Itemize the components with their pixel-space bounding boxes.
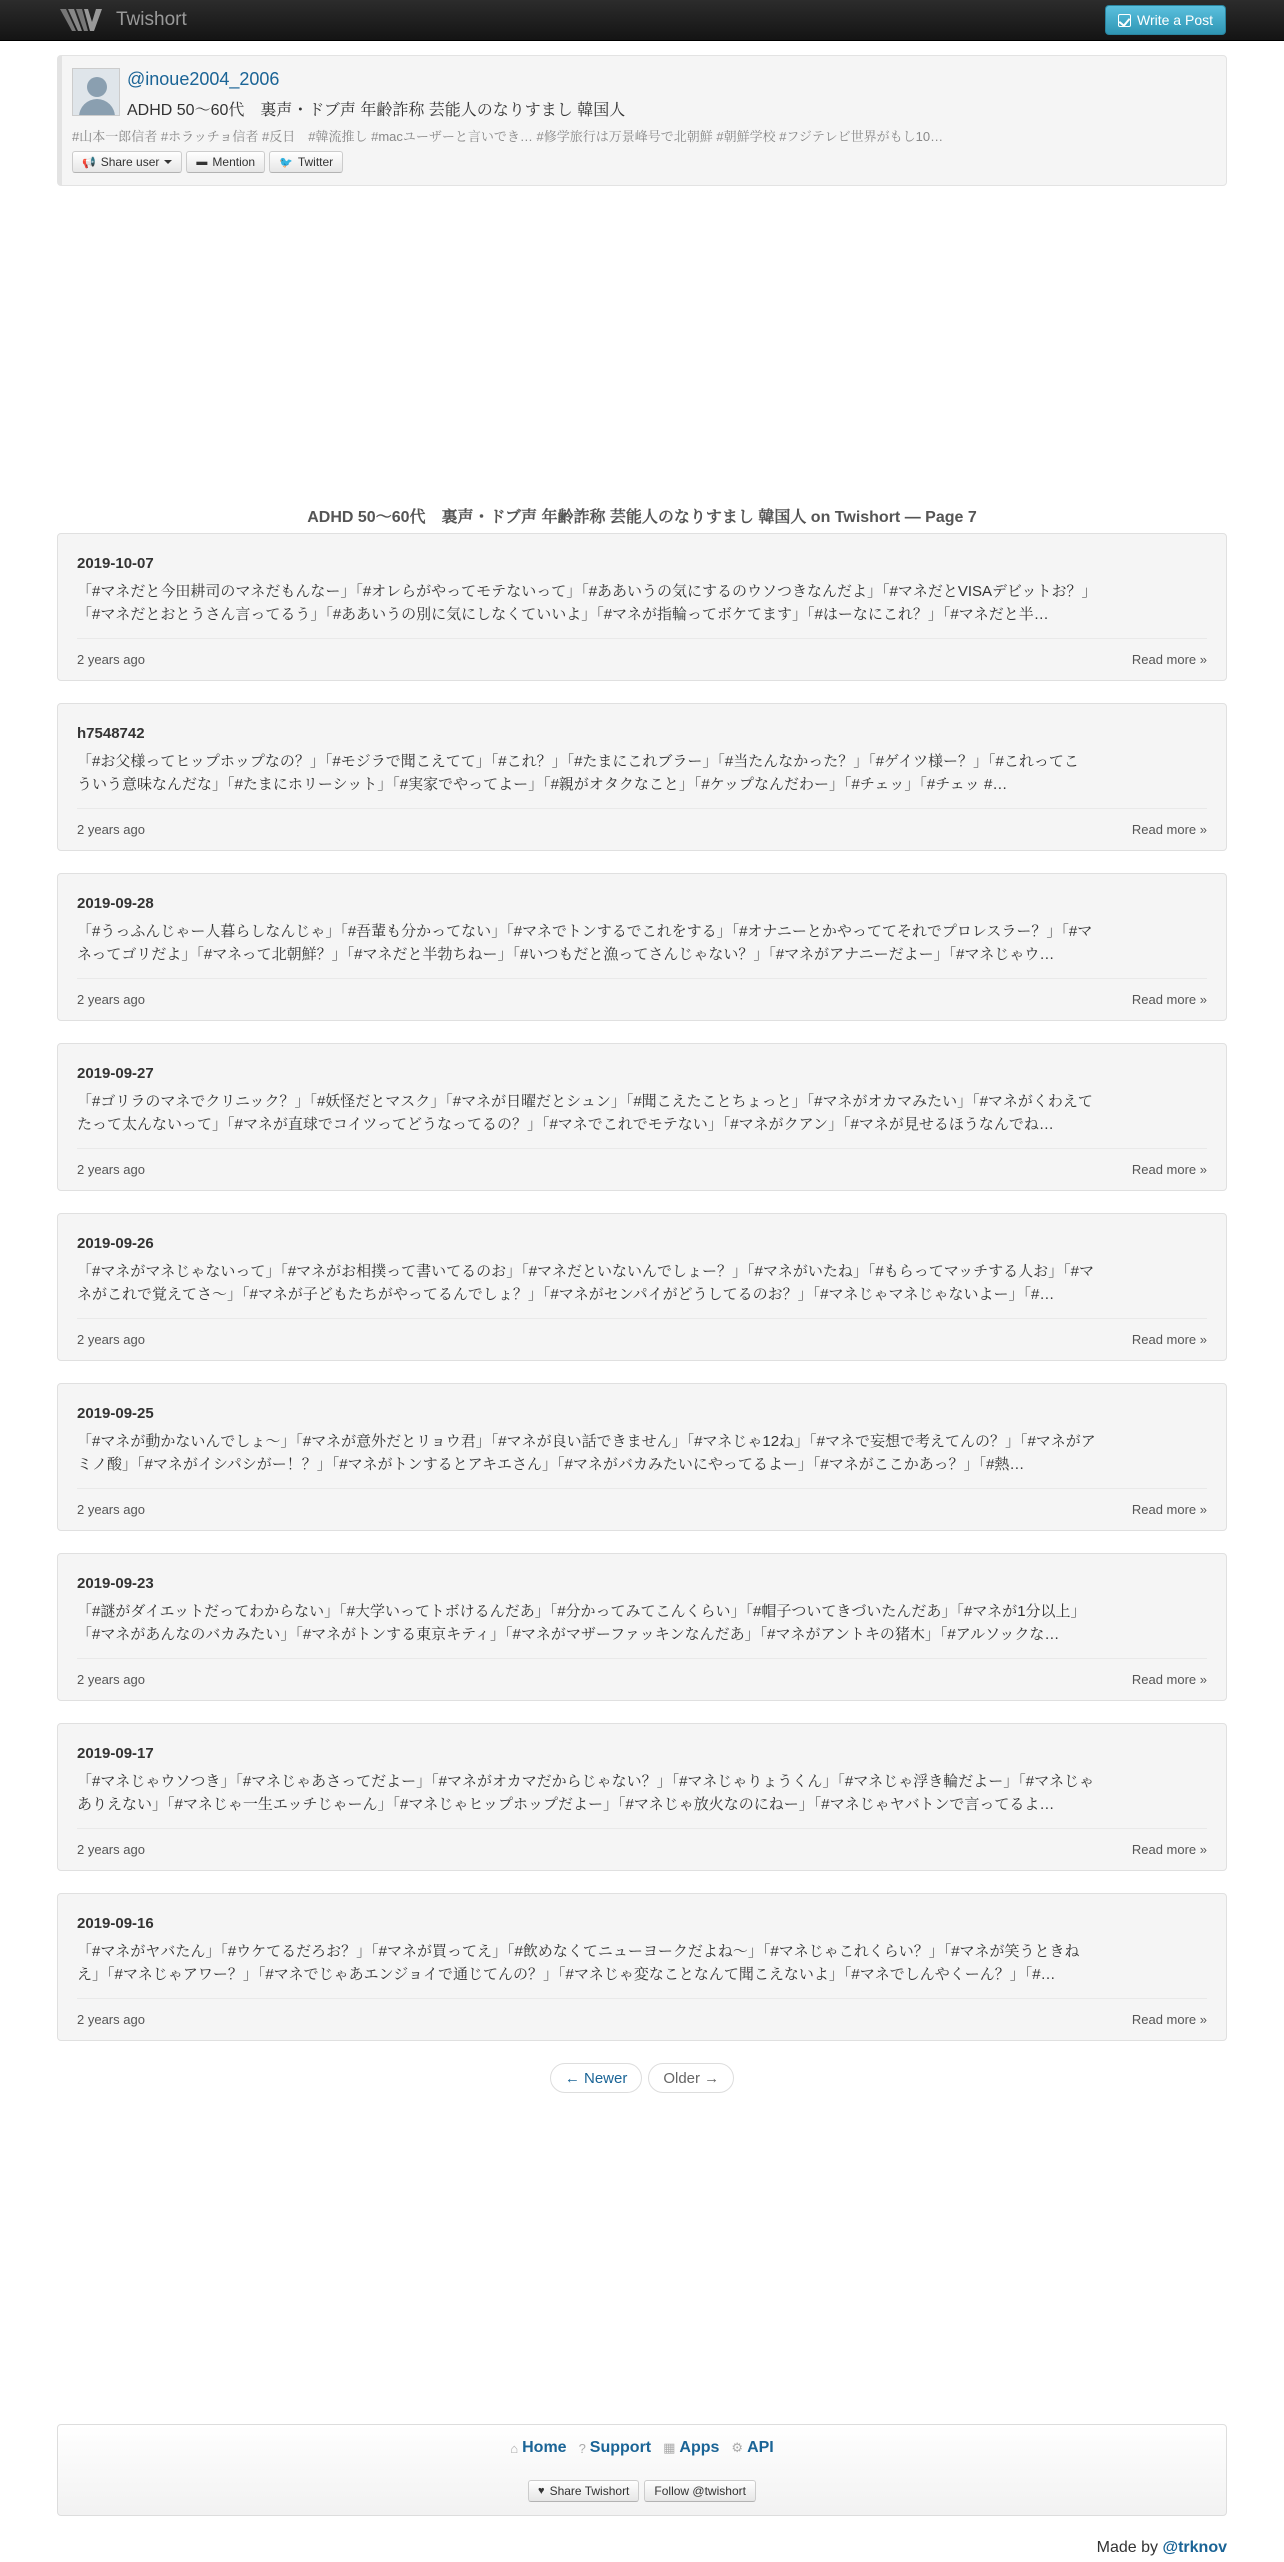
post-excerpt-line: 「#マネじゃウソつき」「#マネじゃあさってだよー」「#マネがオカマだからじゃない？」「#マネじゃりょうくん」「#マネじゃ浮き輪だよー」「#マネじゃ	[77, 1773, 1095, 1790]
post-card[interactable]	[57, 873, 1227, 1021]
footer-api-link[interactable]	[731, 2439, 773, 2457]
read-more-link[interactable]: Read more »	[1131, 652, 1207, 667]
footer-api-label: API	[747, 2439, 774, 2456]
twitter-button[interactable]	[269, 151, 343, 173]
read-more-link[interactable]: Read more »	[1131, 1672, 1207, 1687]
post-card[interactable]	[57, 1723, 1227, 1871]
cog-icon: ⚙	[731, 2440, 744, 2455]
post-excerpt	[77, 1090, 1209, 1136]
pagination	[0, 2063, 1284, 2093]
mention-label: Mention	[212, 155, 256, 169]
post-excerpt-line: 「#マネだとおとうさん言ってるう」「#ああいうの別に気にしなくていいよ」「#マネが指輪ってボケてます」「#はーなにこれ？」「#マネだと半…	[77, 606, 1049, 623]
post-excerpt	[77, 1770, 1209, 1816]
footer-home-label: Home	[522, 2439, 567, 2456]
post-title[interactable]: 2019-09-16	[77, 1915, 154, 1932]
avatar[interactable]	[72, 68, 120, 116]
post-excerpt-line: ネがこれで覚えてさ〜」「#マネが子どもたちがやってるんでしょ？」「#マネがセンパイがどうしてるのお？」「#マネじゃマネじゃないよー」「#…	[77, 1286, 1055, 1303]
user-handle	[127, 69, 279, 90]
post-divider	[77, 1658, 1207, 1659]
post-excerpt	[77, 1600, 1209, 1646]
post-divider	[77, 1488, 1207, 1489]
post-excerpt-line: 「#マネだと今田耕司のマネだもんなー」「#オレらがやってモテないって」「#ああいうの気にするのウソつきなんだよ」「#マネだとVISAデビットお？」	[77, 583, 1097, 600]
share-twishort-button[interactable]	[528, 2480, 639, 2502]
post-excerpt-line: 「#マネがヤバたん」「#ウケてるだろお？」「#マネが買ってえ」「#飲めなくてニューヨークだよね〜」「#マネじゃこれくらい？」「#マネが笑うときね	[77, 1943, 1080, 1960]
post-excerpt-line: ありえない」「#マネじゃ一生エッチじゃーん」「#マネじゃヒップホップだよー」「#マネじゃ放火なのにねー」「#マネじゃヤバトンで言ってるよ…	[77, 1796, 1055, 1813]
comment-icon: ▬	[196, 156, 208, 168]
brand-link[interactable]	[58, 6, 187, 34]
post-excerpt-line: 「#お父様ってヒップホップなの？」「#モジラで聞こえてて」「#これ？」「#たまにこれブラー」「#当たんなかった？」「#ゲイツ様ー？」「#これってこ	[77, 753, 1079, 770]
post-card[interactable]	[57, 1553, 1227, 1701]
post-excerpt-line: ネってゴリだよ」「#マネって北朝鮮？」「#マネだと半勃ちねー」「#いつもだと漁ってさんじゃない？」「#マネがアナニーだよー」「#マネじゃウ…	[77, 946, 1055, 963]
post-divider	[77, 1828, 1207, 1829]
user-bio: ADHD 50～60代 裏声・ドブ声 年齢詐称 芸能人のなりすまし 韓国人	[127, 102, 626, 119]
post-excerpt	[77, 920, 1209, 966]
top-navbar	[0, 0, 1284, 41]
post-excerpt-line: 「#うっふんじゃー人暮らしなんじゃ」「#吾輩も分かってない」「#マネでトンするでこれをする」「#オナニーとかやっててそれでプロレスラー？」「#マ	[77, 923, 1093, 940]
post-title[interactable]: h7548742	[77, 725, 145, 742]
read-more-link[interactable]: Read more »	[1131, 2012, 1207, 2027]
post-timestamp: 2 years ago	[77, 652, 145, 667]
twishort-logo-icon	[58, 6, 104, 34]
made-by-handle-link[interactable]: @trknov	[1162, 2539, 1227, 2556]
post-excerpt-line: 「#謎がダイエットだってわからない」「#大学いってトボけるんだあ」「#分かってみてこんくらい」「#帽子ついてきづいたんだあ」「#マネが1分以上」	[77, 1603, 1086, 1620]
post-timestamp: 2 years ago	[77, 1162, 145, 1177]
read-more-link[interactable]: Read more »	[1131, 992, 1207, 1007]
write-post-label: Write a Post	[1137, 12, 1213, 28]
post-timestamp: 2 years ago	[77, 1332, 145, 1347]
post-excerpt-line: ういう意味なんだな」「#たまにホリーシット」「#実家でやってよー」「#親がオタクなこと」「#ケップなんだわー」「#チェッ」「#チェッ #…	[77, 776, 1008, 793]
post-divider	[77, 1998, 1207, 1999]
post-timestamp: 2 years ago	[77, 992, 145, 1007]
read-more-link[interactable]: Read more »	[1131, 1162, 1207, 1177]
post-divider	[77, 1318, 1207, 1319]
made-by-credit	[1097, 2539, 1227, 2557]
post-excerpt-line: 「#ゴリラのマネでクリニック？」「#妖怪だとマスク」「#マネが日曜だとシュン」「#聞こえたことちょっと」「#マネがオカマみたい」「#マネがくわえて	[77, 1093, 1093, 1110]
post-timestamp: 2 years ago	[77, 1672, 145, 1687]
post-timestamp: 2 years ago	[77, 1502, 145, 1517]
post-title[interactable]: 2019-09-25	[77, 1405, 154, 1422]
edit-icon	[1118, 14, 1131, 27]
follow-twishort-label: Follow @twishort	[654, 2484, 746, 2498]
question-icon: ?	[578, 2440, 586, 2456]
follow-twishort-button[interactable]	[644, 2480, 756, 2502]
post-divider	[77, 808, 1207, 809]
write-post-button[interactable]	[1105, 5, 1226, 35]
post-card[interactable]	[57, 1043, 1227, 1191]
post-title[interactable]: 2019-09-17	[77, 1745, 154, 1762]
twitter-icon: 🐦	[279, 156, 293, 169]
post-timestamp: 2 years ago	[77, 1842, 145, 1857]
read-more-link[interactable]: Read more »	[1131, 1842, 1207, 1857]
footer-home-link[interactable]	[510, 2439, 566, 2457]
grid-icon: ▦	[663, 2440, 676, 2455]
caret-down-icon	[164, 160, 172, 164]
post-title[interactable]: 2019-09-27	[77, 1065, 154, 1082]
post-card[interactable]	[57, 1213, 1227, 1361]
profile-actions	[72, 151, 343, 173]
post-card[interactable]	[57, 703, 1227, 851]
read-more-link[interactable]: Read more »	[1131, 1332, 1207, 1347]
footer-apps-label: Apps	[679, 2439, 720, 2456]
older-page-button[interactable]: Older →	[648, 2063, 734, 2093]
user-tags: #山本一郎信者 #ホラッチョ信者 #反日 #韓流推し #macユーザーと言いでき… #修学旅行は万景峰号で北朝鮮 #朝鮮学校 #フジテレビ世界がもし10…	[72, 129, 944, 144]
read-more-link[interactable]: Read more »	[1131, 822, 1207, 837]
made-by-label: Made by	[1096, 2539, 1159, 2556]
share-user-button[interactable]	[72, 151, 182, 173]
post-title[interactable]: 2019-09-26	[77, 1235, 154, 1252]
share-user-label: Share user	[100, 155, 160, 169]
footer-links	[58, 2439, 1226, 2457]
footer	[57, 2424, 1227, 2516]
post-excerpt-line: え」「#マネじゃアワー？」「#マネでじゃあエンジョイで通じてんの？」「#マネじゃ変なことなんて聞こえないよ」「#マネでしんやくーん？」「#…	[77, 1966, 1056, 1983]
post-card[interactable]	[57, 1383, 1227, 1531]
user-profile-card	[57, 55, 1227, 186]
post-excerpt-line: 「#マネがマネじゃないって」「#マネがお相撲って書いてるのお」「#マネだといないんでしょー？」「#マネがいたね」「#もらってマッチする人お」「#マ	[77, 1263, 1094, 1280]
post-excerpt	[77, 750, 1209, 796]
post-excerpt	[77, 1940, 1209, 1986]
heart-icon: ♥	[538, 2485, 545, 2497]
share-twishort-label: Share Twishort	[549, 2484, 630, 2498]
post-card[interactable]	[57, 533, 1227, 681]
post-excerpt	[77, 1260, 1209, 1306]
post-excerpt	[77, 1430, 1209, 1476]
post-divider	[77, 638, 1207, 639]
post-timestamp: 2 years ago	[77, 822, 145, 837]
post-card[interactable]	[57, 1893, 1227, 2041]
newer-page-button[interactable]: ← Newer	[550, 2063, 643, 2093]
post-excerpt-line: たって太んないって」「#マネが直球でコイツってどうなってるの？」「#マネでこれでモテない」「#マネがクアン」「#マネが見せるほうなんでね…	[77, 1116, 1054, 1133]
footer-support-label: Support	[589, 2439, 652, 2456]
bullhorn-icon: 📢	[82, 156, 96, 169]
post-excerpt-line: 「#マネがあんなのバカみたい」「#マネがトンする東京キティ」「#マネがマザーファッキンなんだあ」「#マネがアントキの猪木」「#アルソックな…	[77, 1626, 1060, 1643]
handle-prefix: @	[127, 69, 146, 89]
mention-button[interactable]	[186, 151, 265, 173]
post-title[interactable]: 2019-10-07	[77, 555, 154, 572]
footer-apps-link[interactable]	[663, 2439, 719, 2457]
post-excerpt-line: ミノ酸」「#マネがイシパシがー！？」「#マネがトンするとアキエさん」「#マネがバカみたいにやってるよー」「#マネがここかあっ？」「#熱…	[77, 1456, 1025, 1473]
page-title: ADHD 50～60代 裏声・ドブ声 年齢詐称 芸能人のなりすまし 韓国人 on Twishort — Page 7	[307, 509, 977, 526]
post-title[interactable]: 2019-09-23	[77, 1575, 154, 1592]
footer-buttons	[58, 2480, 1226, 2502]
post-divider	[77, 1148, 1207, 1149]
brand-name: Twishort	[116, 9, 187, 30]
read-more-link[interactable]: Read more »	[1131, 1502, 1207, 1517]
post-excerpt-line: 「#マネが動かないんでしょ〜」「#マネが意外だとリョウ君」「#マネが良い話できません」「#マネじゃ12ね」「#マネで妄想で考えてんの？」「#マネがア	[77, 1433, 1096, 1450]
post-excerpt	[77, 580, 1209, 626]
post-title[interactable]: 2019-09-28	[77, 895, 154, 912]
post-divider	[77, 978, 1207, 979]
footer-support-link[interactable]	[579, 2439, 652, 2457]
home-icon: ⌂	[510, 2440, 519, 2456]
twitter-label: Twitter	[297, 155, 334, 169]
post-timestamp: 2 years ago	[77, 2012, 145, 2027]
user-handle-link[interactable]: inoue2004_2006	[145, 69, 280, 89]
